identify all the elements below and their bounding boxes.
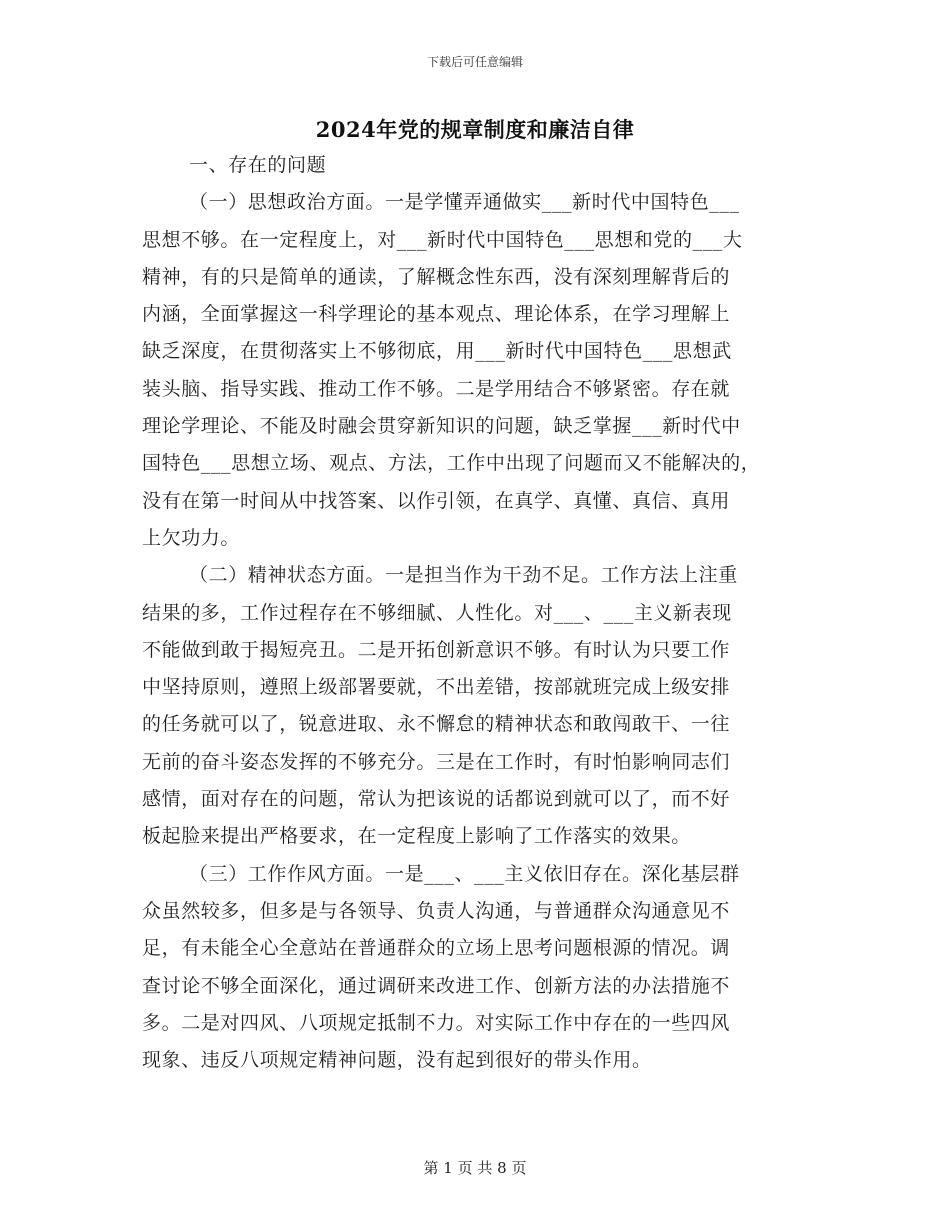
paragraph-line: 现象、违反八项规定精神问题，没有起到很好的带头作用。 (142, 1049, 652, 1072)
header-note: 下载后可任意编辑 (426, 55, 523, 69)
section-heading: 一、存在的问题 (189, 154, 327, 176)
paragraph-line: 的任务就可以了，锐意进取、永不懈怠的精神状态和敢闯敢干、一往 (142, 713, 731, 736)
document-body (142, 147, 822, 1079)
paragraph-line: （二）精神状态方面。一是担当作为干劲不足。工作方法上注重 (189, 564, 738, 587)
paragraph-line: 板起脸来提出严格要求，在一定程度上影响了工作落实的效果。 (142, 825, 691, 848)
paragraph-line: 足，有未能全心全意站在普通群众的立场上思考问题根源的情况。调 (142, 937, 731, 960)
paragraph-line: （三）工作作风方面。一是___、___主义依旧存在。深化基层群 (189, 862, 740, 885)
paragraph-line: （一）思想政治方面。一是学懂弄通做实___新时代中国特色___ (189, 191, 740, 214)
page-footer: 第 1 页 共 8 页 (423, 1159, 527, 1177)
paragraph-line: 缺乏深度，在贯彻落实上不够彻底，用___新时代中国特色___思想武 (142, 340, 732, 363)
paragraph-line: 中坚持原则，遵照上级部署要就，不出差错，按部就班完成上级安排 (142, 676, 731, 699)
paragraph-line: 装头脑、指导实践、推动工作不够。二是学用结合不够紧密。存在就 (142, 377, 731, 400)
paragraph-line: 不能做到敢于揭短亮丑。二是开拓创新意识不够。有时认为只要工作 (142, 638, 731, 661)
paragraph-line: 查讨论不够全面深化，通过调研来改进工作、创新方法的办法措施不 (142, 974, 731, 997)
paragraph-line: 思想不够。在一定程度上，对___新时代中国特色___思想和党的___大 (142, 228, 743, 251)
paragraph-line: 感情，面对存在的问题，常认为把该说的话都说到就可以了，而不好 (142, 788, 731, 811)
paragraph-line: 内涵，全面掌握这一科学理论的基本观点、理论体系，在学习理解上 (142, 303, 731, 326)
paragraph-line: 没有在第一时间从中找答案、以作引领，在真学、真懂、真信、真用 (142, 489, 731, 512)
paragraph-ideology (142, 184, 822, 557)
paragraph-line: 上欠功力。 (142, 526, 241, 549)
paragraph-line: 无前的奋斗姿态发挥的不够充分。三是在工作时，有时怕影响同志们 (142, 750, 731, 773)
paragraph-line: 众虽然较多，但多是与各领导、负责人沟通，与普通群众沟通意见不 (142, 899, 731, 922)
paragraph-spirit (142, 557, 822, 855)
paragraph-line: 精神，有的只是简单的通读，了解概念性东西，没有深刻理解背后的 (142, 265, 731, 288)
paragraph-line: 多。二是对四风、八项规定抵制不力。对实际工作中存在的一些四风 (142, 1011, 731, 1034)
paragraph-line: 国特色___思想立场、观点、方法，工作中出现了问题而又不能解决的， (142, 452, 761, 475)
paragraph-line: 理论学理论、不能及时融会贯穿新知识的问题，缺乏掌握___新时代中 (142, 415, 741, 438)
document-title: 2024年党的规章制度和廉洁自律 (315, 117, 635, 142)
paragraph-line: 结果的多，工作过程存在不够细腻、人性化。对___、___主义新表现 (142, 601, 732, 624)
paragraph-work-style (142, 856, 822, 1080)
